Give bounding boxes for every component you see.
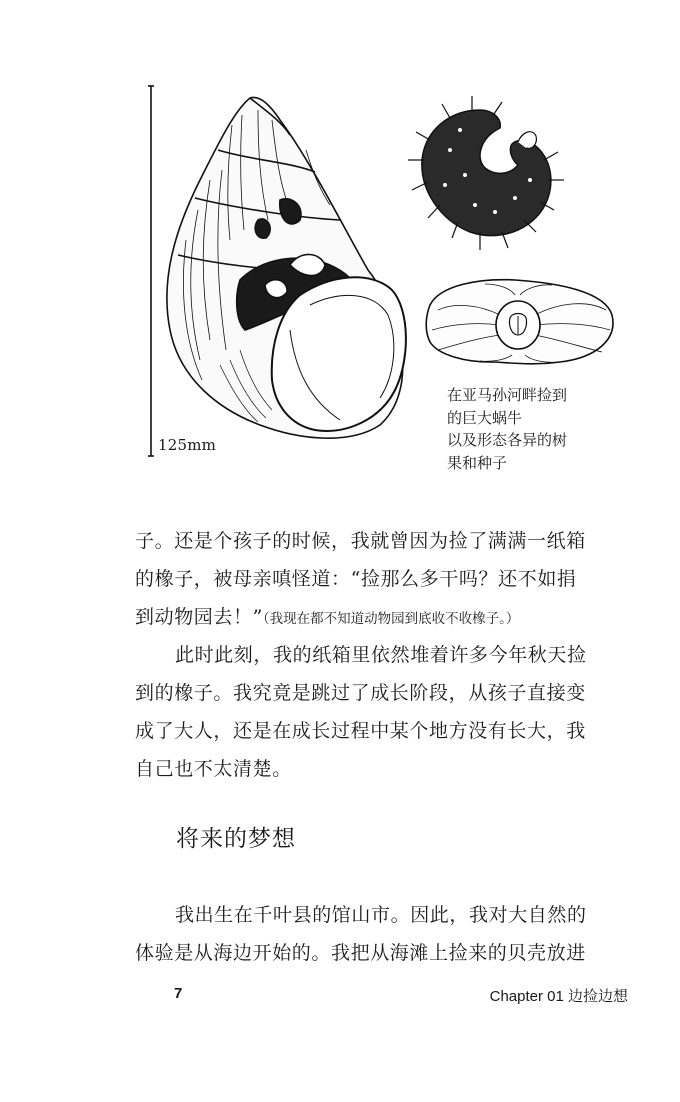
paragraph-1 [135, 522, 635, 636]
text-line: 我出生在千叶县的馆山市。因此，我对大自然的 [175, 904, 587, 926]
flat-ribbed-seed-illustration [426, 280, 613, 364]
text-line: 自己也不太清楚。 [135, 758, 292, 780]
scale-label: 125mm [158, 436, 217, 454]
paragraph-3 [135, 896, 635, 972]
caption-line: 果和种子 [447, 453, 508, 472]
text-line: 此时此刻，我的纸箱里依然堆着许多今年秋天捡 [175, 644, 587, 666]
caption-line: 在亚马孙河畔捡到 [447, 386, 568, 404]
text-line [135, 598, 635, 636]
text-line: 子。还是个孩子的时候，我就曾因为捡了满满一纸箱 [135, 530, 586, 552]
caption-line: 的巨大蜗牛 [447, 408, 523, 427]
page-number: 7 [174, 985, 183, 1002]
text-line: 的橡子，被母亲嗔怪道：“捡那么多干吗？还不如捐 [135, 568, 577, 590]
text-line: 体验是从海边开始的。我把从海滩上捡来的贝壳放进 [135, 942, 586, 964]
giant-snail-shell-illustration [167, 97, 406, 438]
scale-bar [148, 84, 154, 458]
caption-line: 以及形态各异的树 [447, 431, 568, 449]
running-head: Chapter 01 边捡边想 [489, 988, 628, 1005]
text-line: 到的橡子。我究竟是跳过了成长阶段，从孩子直接变 [135, 682, 586, 704]
paragraph-2 [135, 636, 635, 788]
section-heading: 将来的梦想 [176, 826, 296, 852]
text-run: 到动物园去！” [135, 606, 263, 628]
text-line: 成了大人，还是在成长过程中某个地方没有长大，我 [135, 720, 586, 742]
figure-caption [447, 384, 617, 474]
parenthetical-note: （我现在都不知道动物园到底收不收橡子。） [262, 611, 520, 627]
spiky-seed-pod-illustration [408, 96, 564, 250]
